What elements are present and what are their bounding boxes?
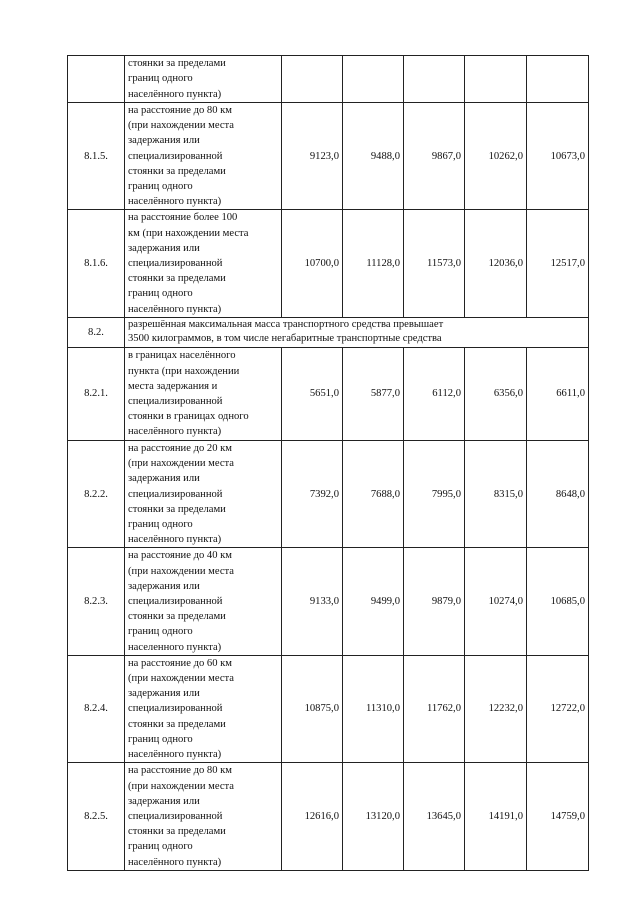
item-description-line: стоянки за пределами: [128, 273, 226, 285]
price-cell-year-5: 12722,0: [527, 655, 589, 762]
item-description-line: границ одного: [128, 626, 193, 638]
item-number: 8.1.5.: [68, 103, 125, 210]
table-row: [68, 348, 589, 441]
price-cell-year-1: 5651,0: [282, 348, 343, 441]
price-cell-year-5: 12517,0: [527, 210, 589, 317]
price-cell-year-1: 9123,0: [282, 103, 343, 210]
table-row: [68, 655, 589, 762]
price-cell-year-2: 5877,0: [343, 348, 404, 441]
item-description-line: границ одного: [128, 733, 193, 745]
item-description-line: места задержания и: [128, 380, 218, 392]
item-description-line: задержания или: [128, 242, 200, 254]
price-cell-year-2: 9499,0: [343, 548, 404, 655]
item-number: 8.2.1.: [68, 348, 125, 441]
item-description: [125, 655, 282, 762]
item-description-line: на расстояние до 60 км: [128, 657, 232, 669]
price-cell-year-2: 13120,0: [343, 763, 404, 870]
item-number: 8.2.4.: [68, 655, 125, 762]
table-row: [68, 548, 589, 655]
item-description-line: населенного пункта): [128, 641, 222, 653]
price-cell-year-2: 9488,0: [343, 103, 404, 210]
item-number: 8.2.3.: [68, 548, 125, 655]
price-cell-year-4: 10274,0: [465, 548, 527, 655]
table-row: [68, 763, 589, 870]
item-description-line: стоянки за пределами: [128, 718, 226, 730]
item-description-line: населённого пункта): [128, 856, 222, 868]
item-description: [125, 210, 282, 317]
price-cell-year-3: 9867,0: [404, 103, 465, 210]
item-description-line: (при нахождении места: [128, 780, 235, 792]
item-description-line: специализированной: [128, 596, 223, 608]
item-description: [125, 441, 282, 548]
item-description-line: стоянки за пределами: [128, 503, 226, 515]
item-description-line: специализированной: [128, 258, 223, 270]
item-description-line: задержания или: [128, 580, 200, 592]
price-cell-year-3: [404, 56, 465, 103]
item-description-line: стоянки за пределами: [128, 611, 226, 623]
item-description-line: стоянки за пределами: [128, 58, 226, 70]
item-number: 8.2.2.: [68, 441, 125, 548]
document-page: [67, 55, 588, 871]
item-description-line: задержания или: [128, 135, 200, 147]
table-body: [68, 56, 589, 871]
item-description-line: пункта (при нахождении: [128, 365, 240, 377]
item-description-line: границ одного: [128, 181, 193, 193]
item-description-line: на расстояние до 40 км: [128, 550, 232, 562]
item-description-line: границ одного: [128, 519, 193, 531]
price-cell-year-1: 10700,0: [282, 210, 343, 317]
item-description: [125, 548, 282, 655]
price-cell-year-1: 10875,0: [282, 655, 343, 762]
item-description-line: специализированной: [128, 150, 223, 162]
price-cell-year-3: 13645,0: [404, 763, 465, 870]
item-description-line: задержания или: [128, 688, 200, 700]
price-cell-year-1: 12616,0: [282, 763, 343, 870]
item-description-line: (при нахождении места: [128, 565, 235, 577]
price-cell-year-5: [527, 56, 589, 103]
price-cell-year-1: 7392,0: [282, 441, 343, 548]
price-cell-year-1: 9133,0: [282, 548, 343, 655]
price-cell-year-4: 14191,0: [465, 763, 527, 870]
item-description-line: населённого пункта): [128, 534, 222, 546]
table-row: [68, 103, 589, 210]
item-description-line: населённого пункта): [128, 196, 222, 208]
item-number: [68, 56, 125, 103]
price-cell-year-5: 6611,0: [527, 348, 589, 441]
table-row: [68, 441, 589, 548]
item-description-line: стоянки за пределами: [128, 826, 226, 838]
price-cell-year-4: 12036,0: [465, 210, 527, 317]
item-number: 8.2.: [68, 317, 125, 347]
item-description: [125, 763, 282, 870]
item-number: 8.2.5.: [68, 763, 125, 870]
price-cell-year-3: 11762,0: [404, 655, 465, 762]
item-description-line: населённого пункта): [128, 88, 222, 100]
price-cell-year-2: [343, 56, 404, 103]
price-cell-year-5: 14759,0: [527, 763, 589, 870]
item-description-line: границ одного: [128, 288, 193, 300]
item-description-line: населённого пункта): [128, 303, 222, 315]
section-description-line: 3500 килограммов, в том числе негабаритные транспортные средства: [128, 333, 442, 345]
item-description-line: границ одного: [128, 73, 193, 85]
item-number: 8.1.6.: [68, 210, 125, 317]
section-description-line: разрешённая максимальная масса транспортного средства превышает: [128, 318, 444, 330]
price-cell-year-5: 10673,0: [527, 103, 589, 210]
price-cell-year-4: 8315,0: [465, 441, 527, 548]
price-cell-year-2: 11310,0: [343, 655, 404, 762]
item-description-line: стоянки в границах одного: [128, 411, 249, 423]
price-cell-year-1: [282, 56, 343, 103]
item-description: [125, 103, 282, 210]
item-description-line: на расстояние до 80 км: [128, 765, 232, 777]
price-cell-year-5: 8648,0: [527, 441, 589, 548]
item-description-line: специализированной: [128, 810, 223, 822]
price-cell-year-2: 11128,0: [343, 210, 404, 317]
item-description-line: населённого пункта): [128, 749, 222, 761]
price-cell-year-4: 6356,0: [465, 348, 527, 441]
table-row: [68, 210, 589, 317]
price-cell-year-3: 9879,0: [404, 548, 465, 655]
item-description-line: на расстояние до 20 км: [128, 443, 232, 455]
item-description-line: (при нахождении места: [128, 458, 235, 470]
price-cell-year-4: [465, 56, 527, 103]
item-description: [125, 56, 282, 103]
item-description-line: специализированной: [128, 396, 223, 408]
item-description-line: задержания или: [128, 795, 200, 807]
price-cell-year-3: 6112,0: [404, 348, 465, 441]
section-row: [68, 317, 589, 347]
price-cell-year-3: 7995,0: [404, 441, 465, 548]
item-description: [125, 348, 282, 441]
item-description-line: (при нахождении места: [128, 673, 235, 685]
item-description-line: на расстояние более 100: [128, 212, 238, 224]
item-description-line: км (при нахождении места: [128, 227, 249, 239]
price-cell-year-4: 10262,0: [465, 103, 527, 210]
item-description-line: (при нахождении места: [128, 120, 235, 132]
item-description-line: стоянки за пределами: [128, 165, 226, 177]
item-description-line: границ одного: [128, 841, 193, 853]
item-description-line: в границах населённого: [128, 350, 236, 362]
item-description-line: населённого пункта): [128, 426, 222, 438]
section-description: [125, 317, 589, 347]
price-cell-year-5: 10685,0: [527, 548, 589, 655]
item-description-line: задержания или: [128, 473, 200, 485]
price-cell-year-4: 12232,0: [465, 655, 527, 762]
table-row: [68, 56, 589, 103]
item-description-line: специализированной: [128, 488, 223, 500]
item-description-line: на расстояние до 80 км: [128, 105, 232, 116]
price-cell-year-3: 11573,0: [404, 210, 465, 317]
item-description-line: специализированной: [128, 703, 223, 715]
price-cell-year-2: 7688,0: [343, 441, 404, 548]
tariff-table: [67, 55, 589, 871]
